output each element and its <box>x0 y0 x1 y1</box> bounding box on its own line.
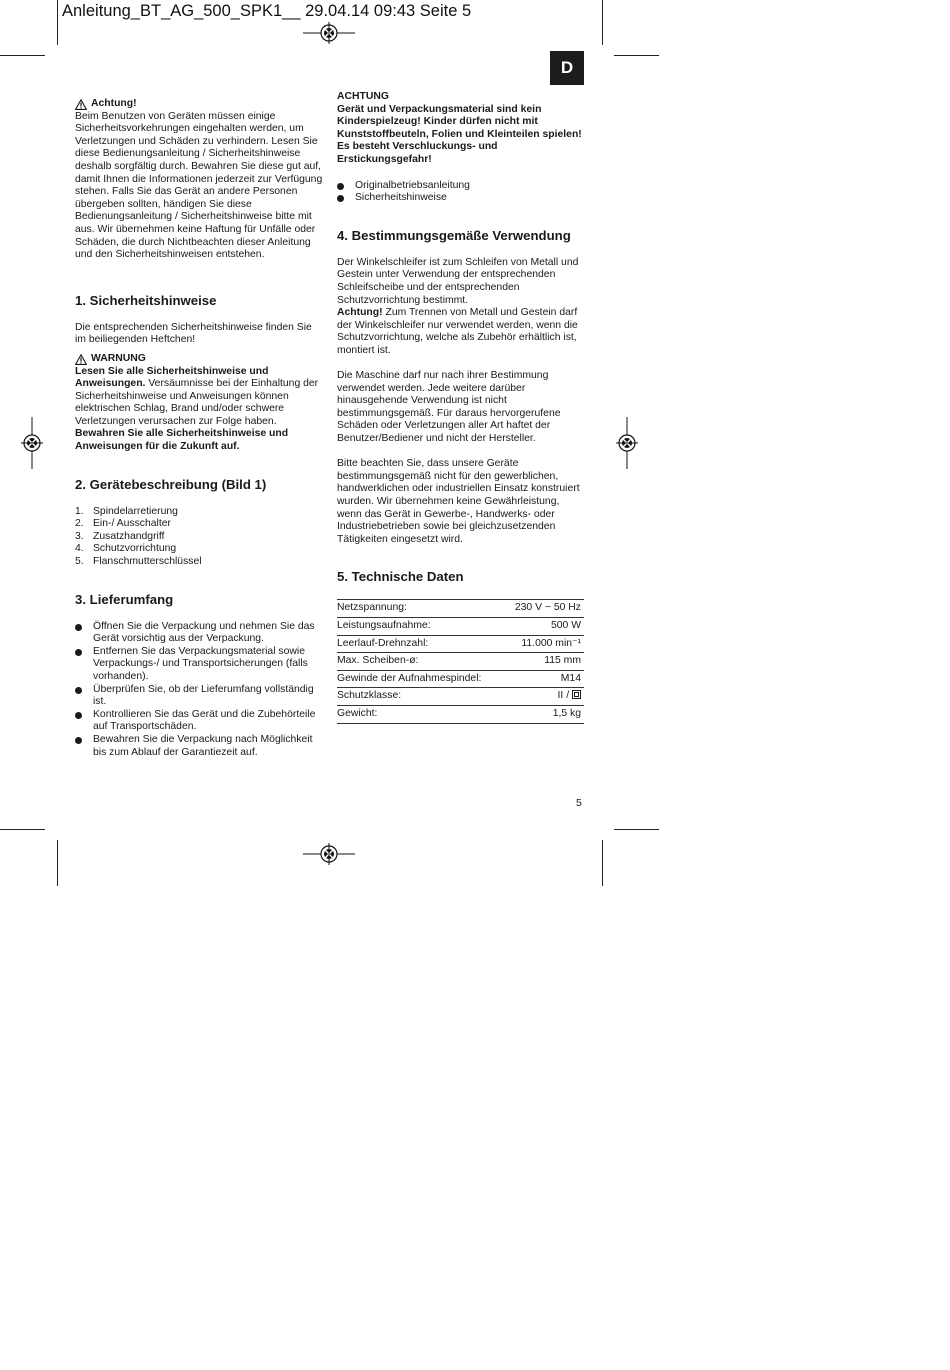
achtung-text: Beim Benutzen von Geräten müssen einige Sicherheitsvorkehrungen eingehalten werden, um Verletzungen und Schäden zu verhindern. Lesen Sie diese Bedienungsanleitung / Sicherheitshinweise deshalb sorgfältig durch. Bewahren Sie diese gut auf, damit Ihnen die Informationen jederzeit zur Verfügung stehen. Falls Sie das Gerät an andere Personen übergeben sollten, händigen Sie diese Bedienungsanleitung / Sicherheitshinweise bitte mit aus. Wir übernehmen keine Haftung für Unfälle oder Schäden, die durch Nichtbeachten dieser Anleitung und den Sicherheitshinweisen entstehen. <box>75 110 323 261</box>
double-insulation-icon <box>572 690 581 699</box>
list-item: 4. Schutzvorrichtung <box>75 543 177 555</box>
warnung-bold-lead: Lesen Sie alle Sicherheitshinweise und Anweisungen. <box>75 365 269 390</box>
section-3-title: 3. Lieferumfang <box>75 591 174 607</box>
achtung-caps-title: ACHTUNG <box>337 91 389 102</box>
list-item: Originalbetriebsanleitung <box>337 180 585 193</box>
warnung-bold-tail: Bewahren Sie alle Sicherheitshinweise und Anweisungen für die Zukunft auf. <box>75 428 289 453</box>
crop-mark <box>602 0 603 45</box>
section-4-paragraph: Der Winkelschleifer ist zum Schleifen von Metall und Gestein unter Verwendung der entsprechenden Schleifscheibe und der entsprechenden Schutzvorrichtung bestimmt. <box>337 256 579 306</box>
table-row: Gewinde der Aufnahmespindel: M14 <box>337 670 584 688</box>
list-item: Bewahren Sie die Verpackung nach Möglichkeit bis zum Ablauf der Garantiezeit auf. <box>75 734 325 759</box>
parts-list <box>75 506 325 569</box>
protection-class-value: II / <box>557 690 570 702</box>
table-row: Gewicht: 1,5 kg <box>337 705 584 723</box>
list-item: Entfernen Sie das Verpackungsmaterial sowie Verpackungs-/ und Transportsicherungen (falls vorhanden). <box>75 646 325 684</box>
list-item: 3. Zusatzhandgriff <box>75 530 165 542</box>
delivery-list <box>75 621 325 760</box>
warning-triangle-icon <box>75 99 87 110</box>
registration-mark-icon <box>616 417 638 469</box>
crop-mark <box>0 55 45 56</box>
registration-mark-icon <box>21 417 43 469</box>
print-slug: Anleitung_BT_AG_500_SPK1__ 29.04.14 09:43 Seite 5 <box>62 2 472 20</box>
table-row: Max. Scheiben-ø: 115 mm <box>337 653 584 671</box>
registration-mark-icon <box>303 843 355 865</box>
warning-triangle-icon <box>75 354 87 365</box>
section-4-paragraph: Bitte beachten Sie, dass unsere Geräte bestimmungsgemäß nicht für den gewerblichen, handwerklichen oder industriellen Einsatz konstruiert wurden. Wir übernehmen keine Gewährleistung, wenn das Gerät in Gewerbe-, Handwerks- oder Industriebetrieben sowie bei gleichzusetzenden Tätigkeiten eingesetzt wird. <box>337 458 580 545</box>
section-4-title: 4. Bestimmungsgemäße Verwendung <box>337 227 571 243</box>
section-4-paragraph: Achtung! Zum Trennen von Metall und Gestein darf der Winkelschleifer nur verwendet werden, wenn die Schutzvorrichtung, welche als Zubehör erhältlich ist, montiert ist. <box>337 307 578 356</box>
list-item: 1. Spindelarretierung <box>75 505 178 517</box>
list-item: Öffnen Sie die Verpackung und nehmen Sie das Gerät vorsichtig aus der Verpackung. <box>75 621 325 646</box>
crop-mark <box>602 840 603 886</box>
crop-mark <box>0 829 45 830</box>
warnung-heading <box>75 353 325 366</box>
achtung-title: Achtung! <box>91 98 137 109</box>
right-column <box>337 91 585 724</box>
table-row: Schutzklasse: II / <box>337 688 584 706</box>
page-number: 5 <box>576 798 582 809</box>
documents-list <box>337 180 585 205</box>
warnung-body: Versäumnisse bei der Einhaltung der Sicherheitshinweise und Anweisungen können elektrischen Schlag, Brand und/oder schwere Verletzungen verursachen zur Folge haben. <box>75 378 319 427</box>
achtung-heading <box>75 98 325 111</box>
section-1-title: 1. Sicherheitshinweise <box>75 292 217 308</box>
section-4-paragraph: Die Maschine darf nur nach ihrer Bestimmung verwendet werden. Jede weitere darüber hinausgehende Verwendung ist nicht bestimmungsgemäß. Für daraus hervorgerufene Schäden oder Verletzungen aller Art haftet der Benutzer/Bediener und nicht der Hersteller. <box>337 370 561 445</box>
left-column <box>75 98 325 759</box>
section-1-text: Die entsprechenden Sicherheitshinweise finden Sie im beiliegenden Heftchen! <box>75 321 312 346</box>
crop-mark <box>614 55 659 56</box>
table-row: Leistungsaufnahme: 500 W <box>337 618 584 636</box>
table-row: Leerlauf-Drehnzahl: 11.000 min⁻¹ <box>337 635 584 653</box>
section-2-title: 2. Gerätebeschreibung (Bild 1) <box>75 476 267 492</box>
list-item: 2. Ein-/ Ausschalter <box>75 518 171 530</box>
language-tab: D <box>550 51 584 85</box>
section-5-title: 5. Technische Daten <box>337 569 464 585</box>
warnung-title: WARNUNG <box>91 352 146 364</box>
registration-mark-icon <box>303 22 355 44</box>
list-item: Kontrollieren Sie das Gerät und die Zubehörteile auf Transportschäden. <box>75 709 325 734</box>
crop-mark <box>614 829 659 830</box>
achtung-inline: Achtung! <box>337 307 383 319</box>
list-item: Sicherheitshinweise <box>337 192 585 205</box>
list-item: Überprüfen Sie, ob der Lieferumfang vollständig ist. <box>75 684 325 709</box>
table-row: Netzspannung: 230 V ~ 50 Hz <box>337 600 584 618</box>
warnung-text <box>75 366 325 429</box>
tech-data-table <box>337 599 584 723</box>
achtung-caps-text: Gerät und Verpackungsmaterial sind kein Kinderspielzeug! Kinder dürfen nicht mit Kunststoffbeuteln, Folien und Kleinteilen spielen! Es besteht Verschluckungs- und Erstickungsgefahr! <box>337 103 582 165</box>
crop-mark <box>57 0 58 45</box>
crop-mark <box>57 840 58 886</box>
list-item: 5. Flanschmutterschlüssel <box>75 556 202 568</box>
